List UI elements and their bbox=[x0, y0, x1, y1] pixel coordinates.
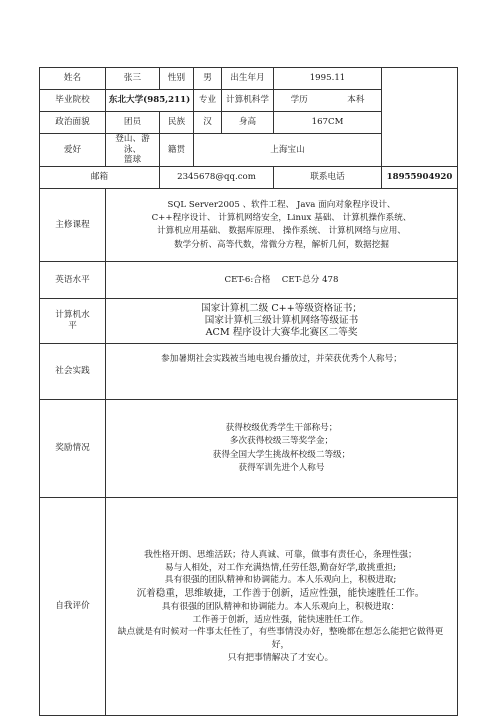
row-self-eval bbox=[40, 498, 458, 716]
name-label: 姓名 bbox=[40, 68, 106, 90]
name-value: 张三 bbox=[106, 68, 160, 90]
email-value: 2345678@qq.com bbox=[160, 167, 274, 189]
self-eval-line: 只有把事情解决了才安心。 bbox=[227, 652, 334, 663]
course-line: SQL Server2005 、软件工程、 Java 面向对象程序设计、 bbox=[167, 199, 396, 210]
self-eval-line: 易与人相处，对工作充满热情,任劳任怨,勤奋好学,敢挑重担; bbox=[164, 562, 397, 573]
course-line: 数学分析、高等代数，常微分方程，解析几何，数据挖掘 bbox=[174, 239, 389, 250]
political-value: 团员 bbox=[106, 112, 160, 134]
email-label: 邮箱 bbox=[40, 167, 160, 189]
self-eval-line: 缺点就是有时候对一件事太任性了，有些事情没办好，整晚都在想怎么能把它做得更好， bbox=[117, 627, 444, 651]
self-eval-line: 工作善于创新，适应性强，能快速胜任工作。 bbox=[192, 614, 369, 625]
school-label: 毕业院校 bbox=[40, 90, 106, 112]
award-line: 多次获得校级三等奖学金； bbox=[229, 436, 334, 447]
awards-value bbox=[106, 400, 458, 498]
row-courses bbox=[40, 189, 458, 262]
gender-value: 男 bbox=[194, 68, 222, 90]
course-line: 计算机应用基础、 数据库原理、 操作系统、 计算机网络与应用、 bbox=[157, 226, 406, 237]
computer-value bbox=[106, 299, 458, 344]
row-social bbox=[40, 344, 458, 400]
self-eval-line: 具有很强的团队精神和协调能力。本人乐观向上，积极进取; bbox=[164, 575, 397, 586]
computer-label bbox=[40, 299, 106, 344]
political-label: 政治面貌 bbox=[40, 112, 106, 134]
self-eval-line: 具有很强的团队精神和协调能力。本人乐观向上，积极进取： bbox=[161, 601, 400, 612]
school-value: 东北大学(985,211) bbox=[106, 90, 194, 112]
social-label: 社会实践 bbox=[40, 344, 106, 400]
resume-table bbox=[39, 67, 458, 716]
self-eval-line: 我性格开朗、思维活跃；待人真诚、可靠，做事有责任心，条理性强； bbox=[144, 549, 417, 560]
awards-label: 奖励情况 bbox=[40, 400, 106, 498]
major-label: 专业 bbox=[194, 90, 222, 112]
row-basic-1 bbox=[40, 68, 458, 90]
degree-cell bbox=[274, 90, 382, 112]
height-value: 167CM bbox=[274, 112, 382, 134]
birth-value: 1995.11 bbox=[274, 68, 382, 90]
phone-value: 18955904920 bbox=[382, 167, 458, 189]
computer-label-line-2: 平 bbox=[68, 321, 77, 332]
row-contact bbox=[40, 167, 458, 189]
native-value: 上海宝山 bbox=[194, 134, 382, 167]
computer-label-line-1: 计算机水 bbox=[55, 310, 90, 321]
phone-label: 联系电话 bbox=[274, 167, 382, 189]
hobby-line-2: 篮球 bbox=[123, 155, 142, 166]
height-label: 身高 bbox=[222, 112, 274, 134]
english-label: 英语水平 bbox=[40, 262, 106, 299]
course-line: C++程序设计、 计算机网络安全，Linux 基础、 计算机操作系统、 bbox=[151, 212, 412, 223]
award-line: 获得军训先进个人称号 bbox=[238, 463, 325, 474]
ethnicity-label: 民族 bbox=[160, 112, 194, 134]
self-eval-label: 自我评价 bbox=[40, 498, 106, 716]
degree-label: 学历 bbox=[290, 95, 308, 106]
gender-label: 性别 bbox=[160, 68, 194, 90]
social-value: 参加暑期社会实践被当地电视台播放过，并荣获优秀个人称号； bbox=[106, 344, 458, 400]
major-value: 计算机科学 bbox=[222, 90, 274, 112]
degree-value: 本科 bbox=[347, 95, 365, 106]
ethnicity-value: 汉 bbox=[194, 112, 222, 134]
hobby-line-1: 登山、游泳、 bbox=[115, 134, 150, 155]
computer-cert-line: 国家计算机三级计算机网络等级证书 bbox=[204, 314, 359, 326]
courses-label: 主修课程 bbox=[40, 189, 106, 262]
courses-value bbox=[106, 189, 458, 262]
hobby-value bbox=[106, 134, 160, 167]
native-label: 籍贯 bbox=[160, 134, 194, 167]
computer-cert-line: 国家计算机二级 C++等级资格证书； bbox=[201, 302, 362, 314]
row-awards bbox=[40, 400, 458, 498]
self-eval-line: 沉着稳重，思维敏捷，工作善于创新，适应性强，能快速胜任工作。 bbox=[136, 588, 425, 599]
english-value: CET-6:合格 CET-总分 478 bbox=[106, 262, 458, 299]
birth-label: 出生年月 bbox=[222, 68, 274, 90]
computer-cert-line: ACM 程序设计大赛华北赛区二等奖 bbox=[205, 327, 358, 339]
row-computer bbox=[40, 299, 458, 344]
award-line: 获得校级优秀学生干部称号； bbox=[225, 423, 338, 434]
photo-cell bbox=[382, 68, 458, 167]
award-line: 获得全国大学生挑战杯校级二等级； bbox=[212, 449, 351, 460]
self-eval-value bbox=[106, 498, 458, 716]
hobby-label: 爱好 bbox=[40, 134, 106, 167]
row-english bbox=[40, 262, 458, 299]
